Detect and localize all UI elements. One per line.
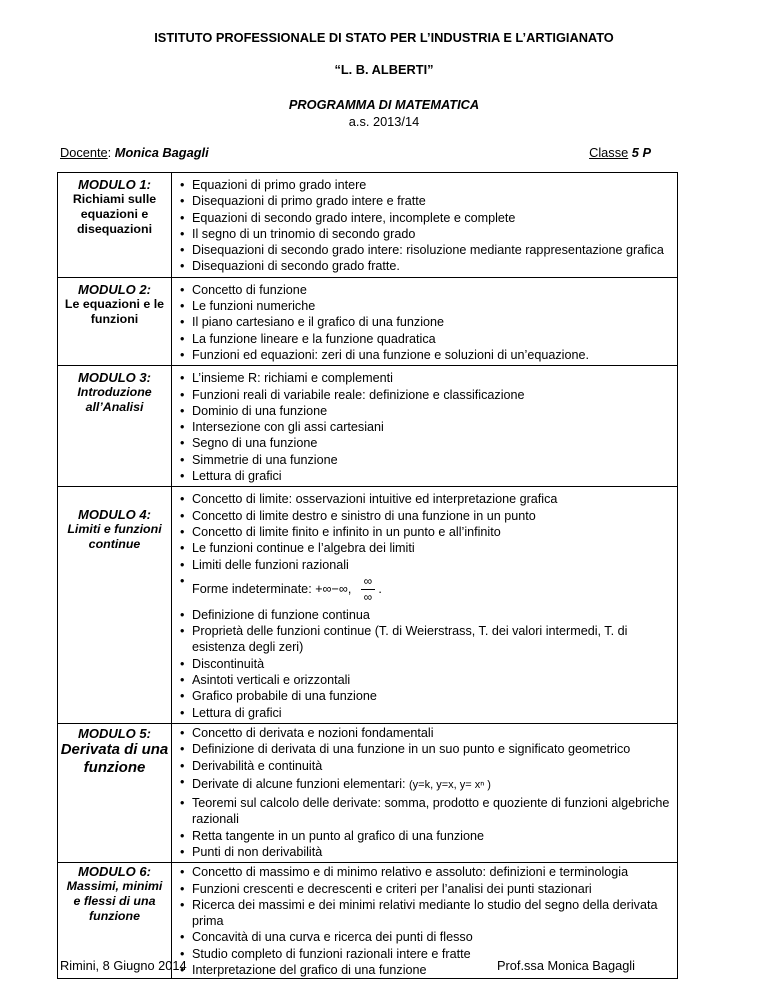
module-items xyxy=(172,487,678,724)
list-item: • Disequazioni di secondo grado intere: risoluzione mediante rappresentazione grafica xyxy=(178,242,673,258)
list-item: • Interpretazione del grafico di una funzione xyxy=(178,962,673,978)
list-item: • Disequazioni di primo grado intere e fratte xyxy=(178,193,673,209)
list-item: • Grafico probabile di una funzione xyxy=(178,688,673,704)
program-table xyxy=(57,172,678,979)
list-item: • Funzioni crescenti e decrescenti e criteri per l’analisi dei punti stazionari xyxy=(178,881,673,897)
program-title: PROGRAMMA DI MATEMATICA xyxy=(288,97,480,112)
list-item: • Dominio di una funzione xyxy=(178,403,673,419)
module-items xyxy=(172,366,678,487)
list-item: • Lettura di grafici xyxy=(178,468,673,484)
module-subtitle: funzioni xyxy=(90,311,139,326)
list-item: • La funzione lineare e la funzione quadratica xyxy=(178,331,673,347)
class-line xyxy=(589,145,651,160)
module-subtitle: Le equazioni e le xyxy=(64,296,165,311)
module-items xyxy=(172,173,678,278)
list-item-derivatives xyxy=(178,774,673,795)
module-row xyxy=(58,487,678,724)
module-subtitle: funzione xyxy=(89,909,140,924)
forme-label: Forme indeterminate: +∞−∞, xyxy=(192,581,352,596)
list-item: • Definizione di derivata di una funzione in un suo punto e significato geometrico xyxy=(178,741,673,757)
module-subtitle: disequazioni xyxy=(76,222,153,236)
list-item: • Ricerca dei massimi e dei minimi relativi mediante lo studio del segno della derivata prima xyxy=(178,897,673,930)
list-item: • Definizione di funzione continua xyxy=(178,607,673,623)
list-item: • Concetto di funzione xyxy=(178,282,673,298)
list-item: • Studio completo di funzioni razionali intere e fratte xyxy=(178,946,673,962)
module-title: MODULO 1: xyxy=(78,177,151,192)
derivatives-formula: (y=k, y=x, y= xⁿ ) xyxy=(409,778,491,791)
place-date: Rimini, 8 Giugno 2014 xyxy=(60,958,187,973)
list-item: • Proprietà delle funzioni continue (T. di Weierstrass, T. dei valori intermedi, T. di esistenza degli zeri) xyxy=(178,623,673,656)
list-item: • Le funzioni numeriche xyxy=(178,298,673,314)
module-subtitle: all’Analisi xyxy=(85,400,144,415)
school-name: “L. B. ALBERTI” xyxy=(334,62,434,77)
list-item: • Funzioni ed equazioni: zeri di una funzione e soluzioni di un’equazione. xyxy=(178,347,673,363)
list-item: • Intersezione con gli assi cartesiani xyxy=(178,419,673,435)
list-item: • Discontinuità xyxy=(178,656,673,672)
list-item: • Concetto di limite: osservazioni intuitive ed interpretazione grafica xyxy=(178,491,673,507)
module-title: MODULO 3: xyxy=(78,370,151,386)
module-subtitle: funzione xyxy=(83,758,146,776)
module-title: MODULO 5: xyxy=(78,725,151,741)
teacher-name: Monica Bagagli xyxy=(114,145,209,160)
list-item: • L’insieme R: richiami e complementi xyxy=(178,370,673,386)
list-item: • Asintoti verticali e orizzontali xyxy=(178,672,673,688)
module-title: MODULO 4: xyxy=(78,507,151,523)
list-item: • Le funzioni continue e l’algebra dei limiti xyxy=(178,540,673,556)
module-row xyxy=(58,277,678,365)
module-subtitle: Massimi, minimi xyxy=(66,879,163,894)
module-row xyxy=(58,366,678,487)
list-item: • Disequazioni di secondo grado fratte. xyxy=(178,258,673,274)
module-items xyxy=(172,723,678,862)
teacher-label: Docente xyxy=(60,145,108,160)
module-subtitle: equazioni e xyxy=(80,207,149,221)
list-item: • Funzioni reali di variabile reale: definizione e classificazione xyxy=(178,387,673,403)
module-cell xyxy=(58,277,172,365)
fraction-numerator: ∞ xyxy=(363,573,373,588)
module-subtitle: Derivata di una xyxy=(60,740,169,758)
class-label: Classe xyxy=(589,145,629,160)
module-row xyxy=(58,723,678,862)
list-item: • Concetto di massimo e di minimo relativo e assoluto: definizioni e terminologia xyxy=(178,864,673,880)
module-cell xyxy=(58,366,172,487)
module-subtitle: continue xyxy=(88,537,141,552)
module-title: MODULO 6: xyxy=(78,864,151,880)
list-item: • Simmetrie di una funzione xyxy=(178,452,673,468)
list-item-indeterminate-forms xyxy=(178,573,673,607)
list-item: • Concetto di limite finito e infinito in un punto e all’infinito xyxy=(178,524,673,540)
module-subtitle: e flessi di una xyxy=(73,894,156,909)
list-item: • Il piano cartesiano e il grafico di una funzione xyxy=(178,314,673,330)
class-name: 5 P xyxy=(631,145,651,160)
list-item: • Concetto di limite destro e sinistro di una funzione in un punto xyxy=(178,508,673,524)
list-item: • Lettura di grafici xyxy=(178,705,673,721)
list-item: • Teoremi sul calcolo delle derivate: somma, prodotto e quoziente di funzioni algebriche razionali xyxy=(178,795,673,828)
infinity-fraction xyxy=(361,573,375,604)
list-item: • Retta tangente in un punto al grafico di una funzione xyxy=(178,828,673,844)
list-item: • Segno di una funzione xyxy=(178,435,673,451)
module-subtitle: Limiti e funzioni xyxy=(67,522,162,537)
module-subtitle: Introduzione xyxy=(77,385,152,400)
list-item: • Concavità di una curva e ricerca dei punti di flesso xyxy=(178,929,673,945)
module-cell xyxy=(58,173,172,278)
derivatives-label: Derivate di alcune funzioni elementari: xyxy=(192,776,410,791)
module-subtitle: Richiami sulle xyxy=(72,192,157,206)
list-item: • Derivabilità e continuità xyxy=(178,758,673,774)
module-row xyxy=(58,173,678,278)
list-item: • Equazioni di primo grado intere xyxy=(178,177,673,193)
list-item: • Punti di non derivabilità xyxy=(178,844,673,860)
signature: Prof.ssa Monica Bagagli xyxy=(497,958,635,973)
school-heading: ISTITUTO PROFESSIONALE DI STATO PER L’INDUSTRIA E L’ARTIGIANATO xyxy=(154,30,614,45)
module-items xyxy=(172,277,678,365)
list-item: • Equazioni di secondo grado intere, incomplete e complete xyxy=(178,210,673,226)
forme-end: . xyxy=(378,581,382,596)
fraction-denominator: ∞ xyxy=(363,589,373,604)
teacher-line: Docente: Monica Bagagli xyxy=(60,145,209,160)
list-item: • Limiti delle funzioni razionali xyxy=(178,557,673,573)
module-title: MODULO 2: xyxy=(78,281,151,297)
list-item: • Concetto di derivata e nozioni fondamentali xyxy=(178,725,673,741)
module-cell xyxy=(58,487,172,724)
school-year: a.s. 2013/14 xyxy=(348,114,420,129)
list-item: • Il segno di un trinomio di secondo grado xyxy=(178,226,673,242)
module-cell xyxy=(58,723,172,862)
